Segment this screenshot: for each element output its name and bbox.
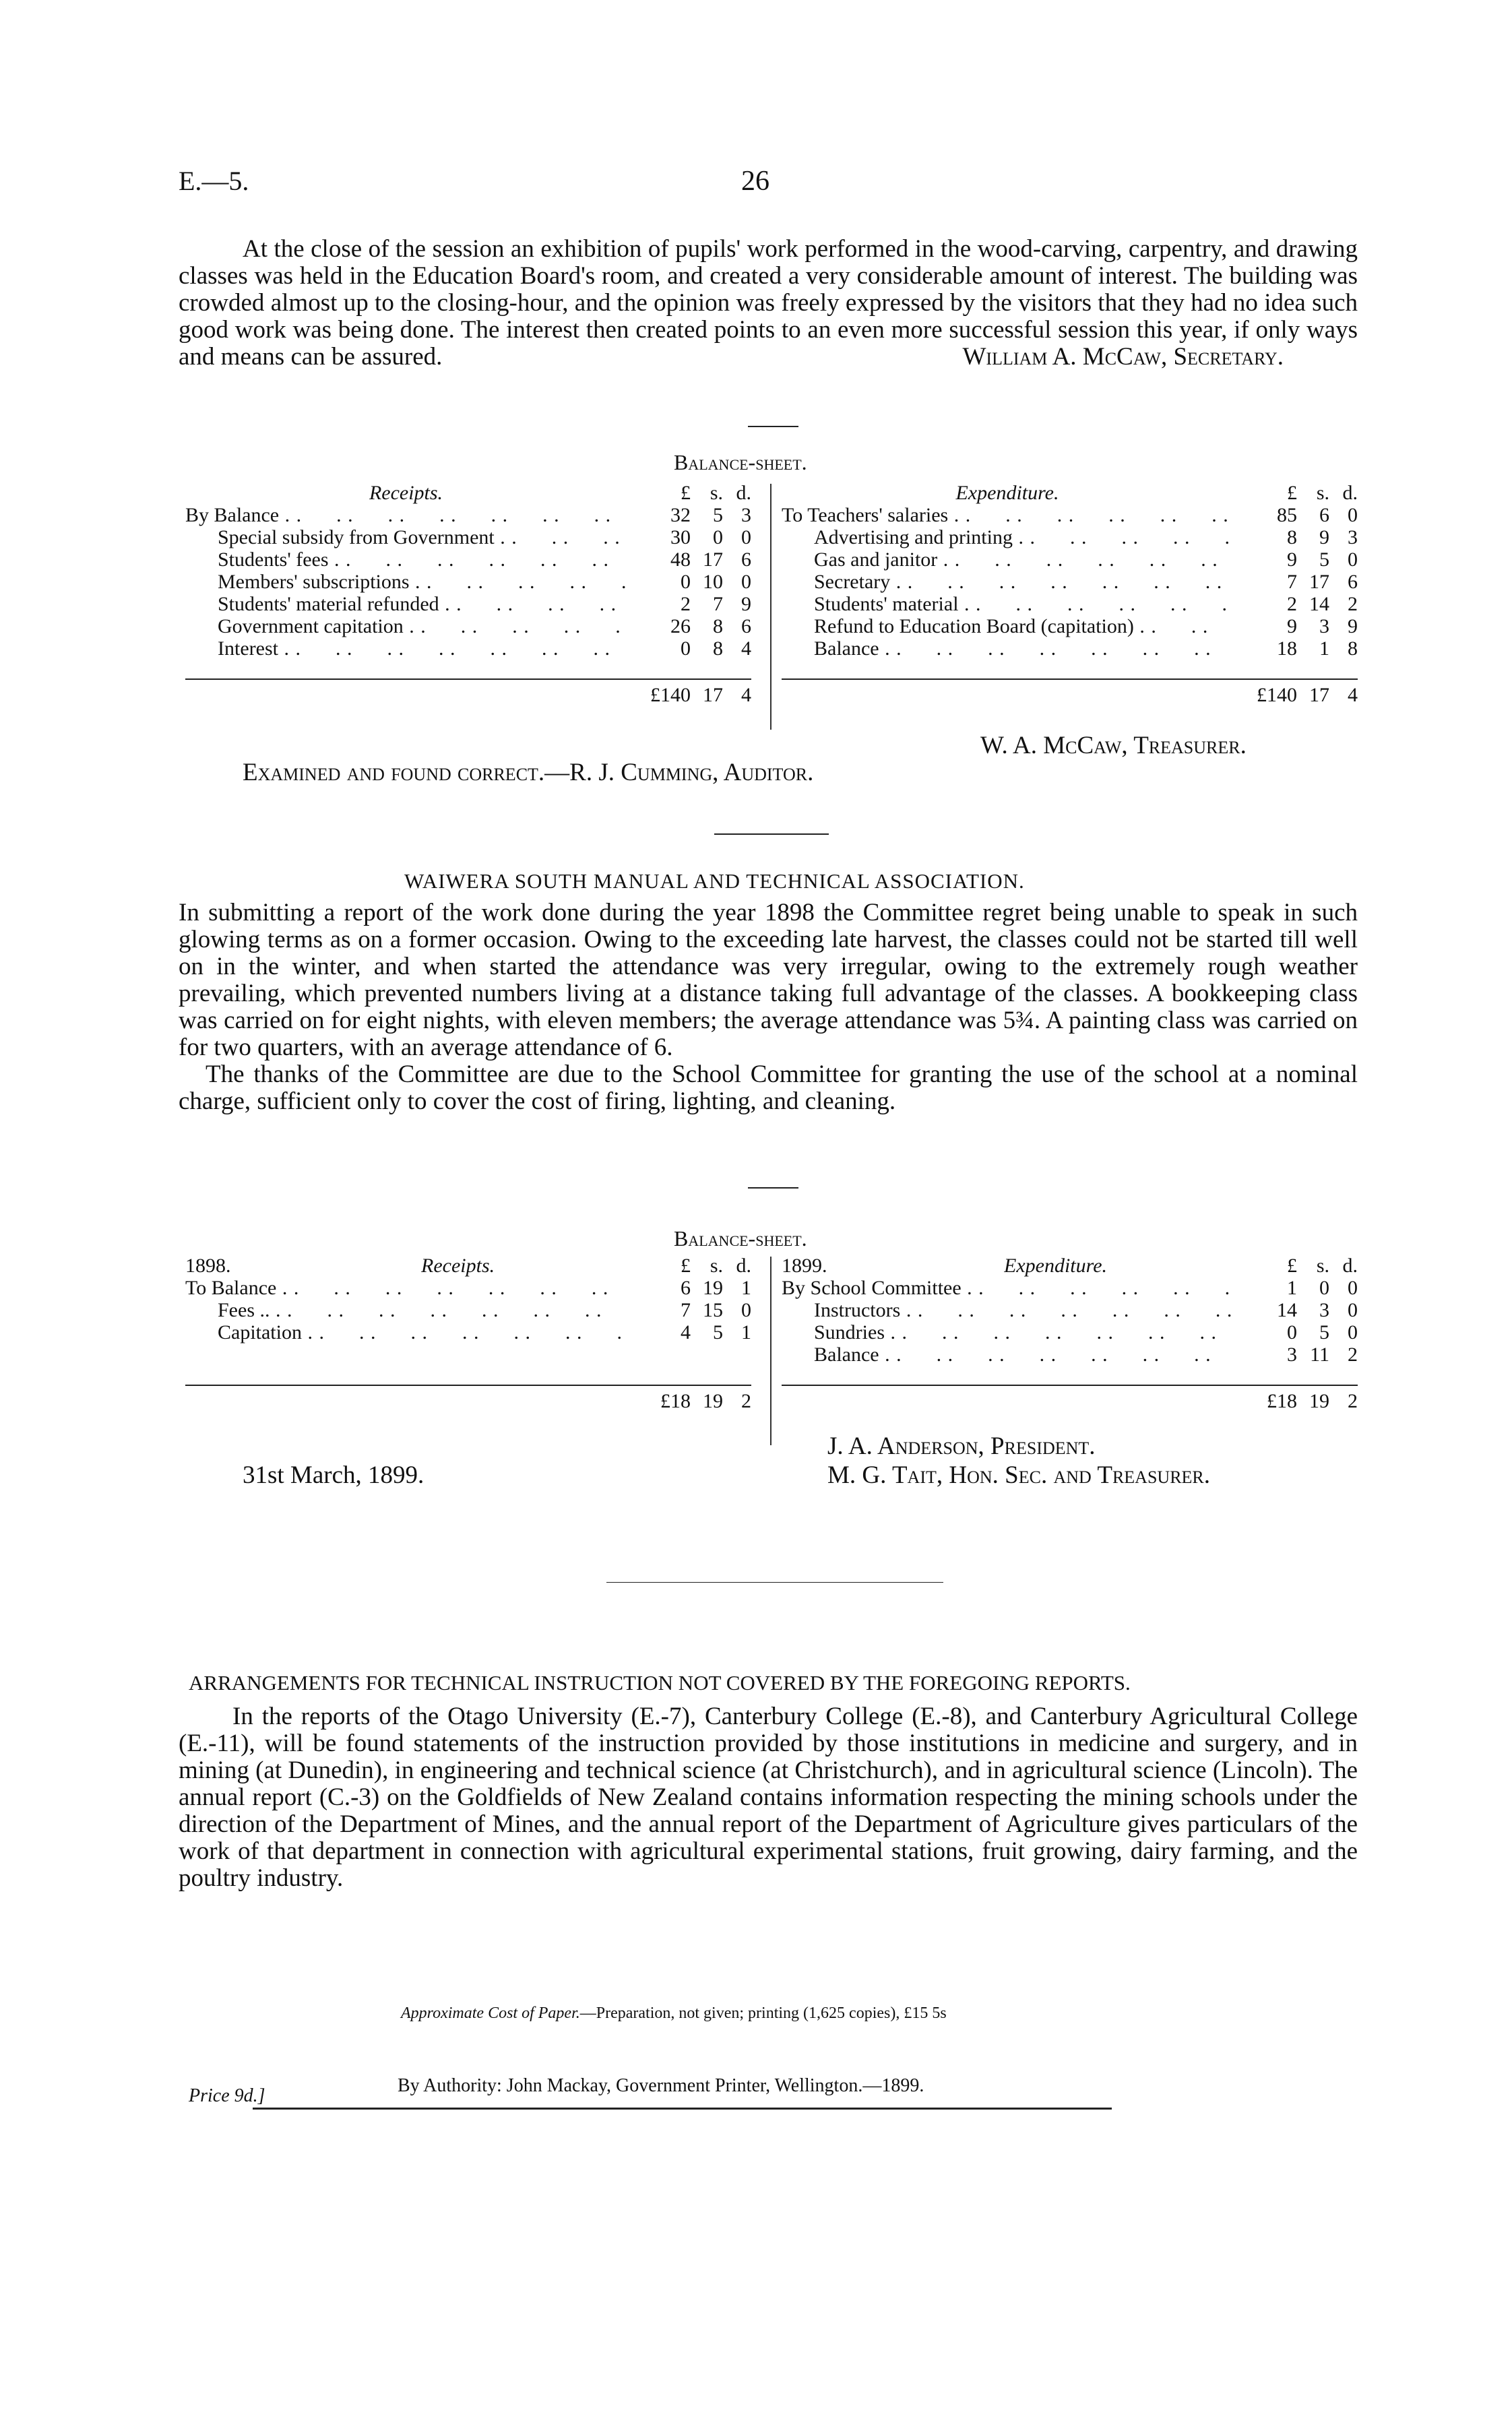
sheet2-title: Balance-sheet. xyxy=(674,1226,807,1251)
table-row xyxy=(185,637,751,660)
row-pence: 2 xyxy=(1348,1343,1358,1366)
row-label: Sundries . . xyxy=(782,1321,1233,1343)
row-label: Advertising and printing . . xyxy=(782,526,1233,548)
sheet2-receipts xyxy=(185,1255,751,1412)
col-shillings: s. xyxy=(710,482,723,504)
total-pounds: £18 xyxy=(660,1390,691,1412)
waiwera-heading: WAIWERA SOUTH MANUAL AND TECHNICAL ASSOCIATION. xyxy=(404,869,1025,893)
row-pounds: 2 xyxy=(681,593,691,615)
column-divider xyxy=(770,484,771,730)
total-shillings: 17 xyxy=(1309,684,1329,706)
total-pence: 4 xyxy=(741,684,751,706)
auditor-note: Examined and found correct.—R. J. Cumming, Auditor. xyxy=(243,759,814,786)
row-pounds: 30 xyxy=(670,526,691,548)
row-shillings: 7 xyxy=(713,593,723,615)
sheet2-date: 31st March, 1899. xyxy=(243,1461,424,1489)
row-pence: 9 xyxy=(1348,615,1358,637)
total-row xyxy=(782,678,1358,706)
table-row xyxy=(185,1321,751,1343)
col-shillings: s. xyxy=(1316,1255,1329,1277)
row-shillings: 8 xyxy=(713,615,723,637)
row-shillings: 9 xyxy=(1319,526,1329,548)
table-row xyxy=(782,504,1358,526)
waiwera-paragraph: In submitting a report of the work done during the year 1898 the Committee regret being unable to speak in such glowing terms as on a former occasion. Owing to the exceeding late harvest, the classes could not be started till well on in the winter, and when started the attendance was very irregular, owing to the extremely rough weather prevailing, which prevented numbers living at a distance taking full advantage of the classes. A bookkeeping class was carried on for eight nights, with eleven members; the average attendance was 5¾. A painting class was carried on for two quarters, with an average attendance of 6. xyxy=(179,899,1358,1061)
row-label: Fees .. . . xyxy=(185,1299,627,1321)
row-pounds: 9 xyxy=(1287,548,1297,571)
row-pounds: 2 xyxy=(1287,593,1297,615)
total-shillings: 17 xyxy=(703,684,723,706)
row-pence: 0 xyxy=(741,1299,751,1321)
table-row xyxy=(185,593,751,615)
row-label: Instructors . . xyxy=(782,1299,1233,1321)
total-row xyxy=(185,1385,751,1412)
row-shillings: 17 xyxy=(1309,571,1329,593)
row-label: Refund to Education Board (capitation) . . xyxy=(782,615,1233,637)
row-shillings: 1 xyxy=(1319,637,1329,660)
row-shillings: 19 xyxy=(703,1277,723,1299)
col-pounds: £ xyxy=(681,1255,691,1277)
total-pounds: £140 xyxy=(1257,684,1297,706)
row-label: Balance . . xyxy=(782,1343,1233,1366)
expenditure-header: Expenditure. xyxy=(955,482,1059,504)
row-pounds: 85 xyxy=(1277,504,1297,526)
arrangements-section xyxy=(179,1703,1358,1892)
arrangements-heading: ARRANGEMENTS FOR TECHNICAL INSTRUCTION NOT COVERED BY THE FOREGOING REPORTS. xyxy=(189,1671,1131,1695)
col-pence: d. xyxy=(736,1255,751,1277)
page-number: 26 xyxy=(741,166,769,197)
row-pence: 0 xyxy=(1348,1299,1358,1321)
table-row xyxy=(782,548,1358,571)
row-pence: 2 xyxy=(1348,593,1358,615)
row-label: Students' material . . xyxy=(782,593,1233,615)
row-label: Members' subscriptions . . xyxy=(185,571,627,593)
row-pounds: 0 xyxy=(681,571,691,593)
divider xyxy=(606,1582,943,1583)
sheet1-title: Balance-sheet. xyxy=(674,450,807,474)
total-shillings: 19 xyxy=(703,1390,723,1412)
row-pounds: 0 xyxy=(1287,1321,1297,1343)
row-shillings: 5 xyxy=(713,1321,723,1343)
receipts-header: Receipts. xyxy=(421,1255,495,1277)
divider xyxy=(748,1187,798,1189)
receipts-year: 1898. xyxy=(185,1255,231,1277)
row-shillings: 17 xyxy=(703,548,723,571)
row-label: Balance . . xyxy=(782,637,1233,660)
row-pounds: 7 xyxy=(1287,571,1297,593)
row-shillings: 10 xyxy=(703,571,723,593)
row-shillings: 0 xyxy=(1319,1277,1329,1299)
row-pence: 0 xyxy=(1348,504,1358,526)
table-row xyxy=(782,615,1358,637)
secretary-signature: William A. McCaw, Secretary. xyxy=(962,343,1284,371)
table-row xyxy=(185,548,751,571)
row-pounds: 0 xyxy=(681,637,691,660)
divider xyxy=(714,833,829,835)
table-row xyxy=(782,637,1358,660)
row-pence: 3 xyxy=(741,504,751,526)
table-row xyxy=(185,1299,751,1321)
row-pence: 8 xyxy=(1348,637,1358,660)
treasurer-signature: W. A. McCaw, Treasurer. xyxy=(980,732,1247,759)
row-pence: 0 xyxy=(741,526,751,548)
waiwera-paragraph: The thanks of the Committee are due to the School Committee for granting the use of the school at a nominal charge, sufficient only to cover the cost of firing, lighting, and cleaning. xyxy=(179,1061,1358,1115)
row-shillings: 5 xyxy=(1319,548,1329,571)
row-pounds: 14 xyxy=(1277,1299,1297,1321)
row-pence: 6 xyxy=(741,548,751,571)
row-label: Government capitation . . xyxy=(185,615,627,637)
row-label: Interest . . xyxy=(185,637,627,660)
row-pounds: 32 xyxy=(670,504,691,526)
waiwera-section xyxy=(179,899,1358,1115)
intro-section xyxy=(179,236,1358,371)
table-row xyxy=(185,1277,751,1299)
col-pounds: £ xyxy=(1287,1255,1297,1277)
footer-rule xyxy=(253,2108,1112,2110)
row-pounds: 1 xyxy=(1287,1277,1297,1299)
table-row xyxy=(185,526,751,548)
col-pence: d. xyxy=(1342,482,1358,504)
sheet1-receipts xyxy=(185,482,751,706)
col-pounds: £ xyxy=(681,482,691,504)
table-row xyxy=(185,504,751,526)
president-signature: J. A. Anderson, President. xyxy=(827,1432,1096,1460)
row-pounds: 7 xyxy=(681,1299,691,1321)
cost-label: Approximate Cost of Paper. xyxy=(401,2004,580,2022)
row-pence: 0 xyxy=(1348,1277,1358,1299)
row-label: By School Committee . . xyxy=(782,1277,1233,1299)
total-pence: 2 xyxy=(741,1390,751,1412)
row-shillings: 11 xyxy=(1310,1343,1329,1366)
row-label: To Balance . . xyxy=(185,1277,627,1299)
table-row xyxy=(782,1299,1358,1321)
col-pence: d. xyxy=(736,482,751,504)
row-pence: 0 xyxy=(1348,548,1358,571)
row-shillings: 5 xyxy=(1319,1321,1329,1343)
row-pounds: 8 xyxy=(1287,526,1297,548)
table-row xyxy=(782,526,1358,548)
row-label: Capitation . . xyxy=(185,1321,627,1343)
row-pence: 6 xyxy=(741,615,751,637)
row-shillings: 14 xyxy=(1309,593,1329,615)
row-label: Students' material refunded . . xyxy=(185,593,627,615)
receipts-header: Receipts. xyxy=(369,482,443,504)
total-row xyxy=(185,678,751,706)
table-row xyxy=(782,1321,1358,1343)
sheet2-expenditure xyxy=(782,1255,1358,1412)
sheet1-expenditure xyxy=(782,482,1358,706)
row-pounds: 4 xyxy=(681,1321,691,1343)
row-label: Students' fees . . xyxy=(185,548,627,571)
total-pounds: £18 xyxy=(1267,1390,1297,1412)
row-pence: 1 xyxy=(741,1321,751,1343)
row-shillings: 3 xyxy=(1319,615,1329,637)
col-shillings: s. xyxy=(710,1255,723,1277)
table-row xyxy=(782,571,1358,593)
row-pence: 4 xyxy=(741,637,751,660)
col-pounds: £ xyxy=(1287,482,1297,504)
row-pence: 0 xyxy=(1348,1321,1358,1343)
expenditure-header: Expenditure. xyxy=(1004,1255,1108,1277)
row-pounds: 26 xyxy=(670,615,691,637)
expenditure-year: 1899. xyxy=(782,1255,827,1277)
row-pence: 3 xyxy=(1348,526,1358,548)
row-shillings: 8 xyxy=(713,637,723,660)
row-pence: 9 xyxy=(741,593,751,615)
row-label: Special subsidy from Government . . xyxy=(185,526,627,548)
cost-note xyxy=(401,2004,947,2023)
cost-text: —Preparation, not given; printing (1,625 copies), £15 5s xyxy=(579,2004,947,2022)
row-shillings: 3 xyxy=(1319,1299,1329,1321)
table-row xyxy=(782,593,1358,615)
divider xyxy=(748,426,798,427)
row-pence: 0 xyxy=(741,571,751,593)
table-row xyxy=(185,615,751,637)
table-row xyxy=(782,1343,1358,1366)
row-pounds: 18 xyxy=(1277,637,1297,660)
row-pounds: 9 xyxy=(1287,615,1297,637)
row-pence: 6 xyxy=(1348,571,1358,593)
row-shillings: 0 xyxy=(713,526,723,548)
table-row xyxy=(185,571,751,593)
row-pounds: 3 xyxy=(1287,1343,1297,1366)
secretary-signature: M. G. Tait, Hon. Sec. and Treasurer. xyxy=(827,1461,1211,1489)
total-pounds: £140 xyxy=(650,684,691,706)
row-label: To Teachers' salaries . . xyxy=(782,504,1233,526)
arrangements-paragraph: In the reports of the Otago University (E.-7), Canterbury College (E.-8), and Canterbury Agricultural College (E.-11), will be found statements of the instruction provided by those institutions in medicine and surgery, and in mining (at Dunedin), in engineering and technical science (at Christchurch), and in agricultural science (Lincoln). The annual report (C.-3) on the Goldfields of New Zealand contains information respecting the mining schools under the direction of the Department of Mines, and the annual report of the Department of Agriculture gives particulars of the work of that department in connection with agricultural experimental stations, fruit growing, dairy farming, and the poultry industry. xyxy=(179,1703,1358,1892)
row-label: Secretary . . xyxy=(782,571,1233,593)
authority-line: By Authority: John Mackay, Government Printer, Wellington.—1899. xyxy=(398,2075,924,2096)
col-pence: d. xyxy=(1342,1255,1358,1277)
row-label: By Balance . . xyxy=(185,504,627,526)
table-row xyxy=(782,1277,1358,1299)
row-label: Gas and janitor . . xyxy=(782,548,1233,571)
document-ref: E.—5. xyxy=(179,166,249,196)
row-pounds: 48 xyxy=(670,548,691,571)
total-row xyxy=(782,1385,1358,1412)
row-pence: 1 xyxy=(741,1277,751,1299)
row-shillings: 5 xyxy=(713,504,723,526)
column-divider xyxy=(770,1257,771,1445)
intro-paragraph: At the close of the session an exhibition of pupils' work performed in the wood-carving, carpentry, and drawing classes was held in the Education Board's room, and created a very considerable amount of interest. The building was crowded almost up to the closing-hour, and the opinion was freely expressed by the visitors that they had no idea such good work was being done. The interest then created points to an even more successful session this year, if only ways and means can be assured. xyxy=(179,235,1358,371)
total-pence: 2 xyxy=(1348,1390,1358,1412)
row-shillings: 6 xyxy=(1319,504,1329,526)
total-pence: 4 xyxy=(1348,684,1358,706)
col-shillings: s. xyxy=(1316,482,1329,504)
row-pounds: 6 xyxy=(681,1277,691,1299)
row-shillings: 15 xyxy=(703,1299,723,1321)
price: Price 9d.] xyxy=(189,2085,265,2106)
total-shillings: 19 xyxy=(1309,1390,1329,1412)
